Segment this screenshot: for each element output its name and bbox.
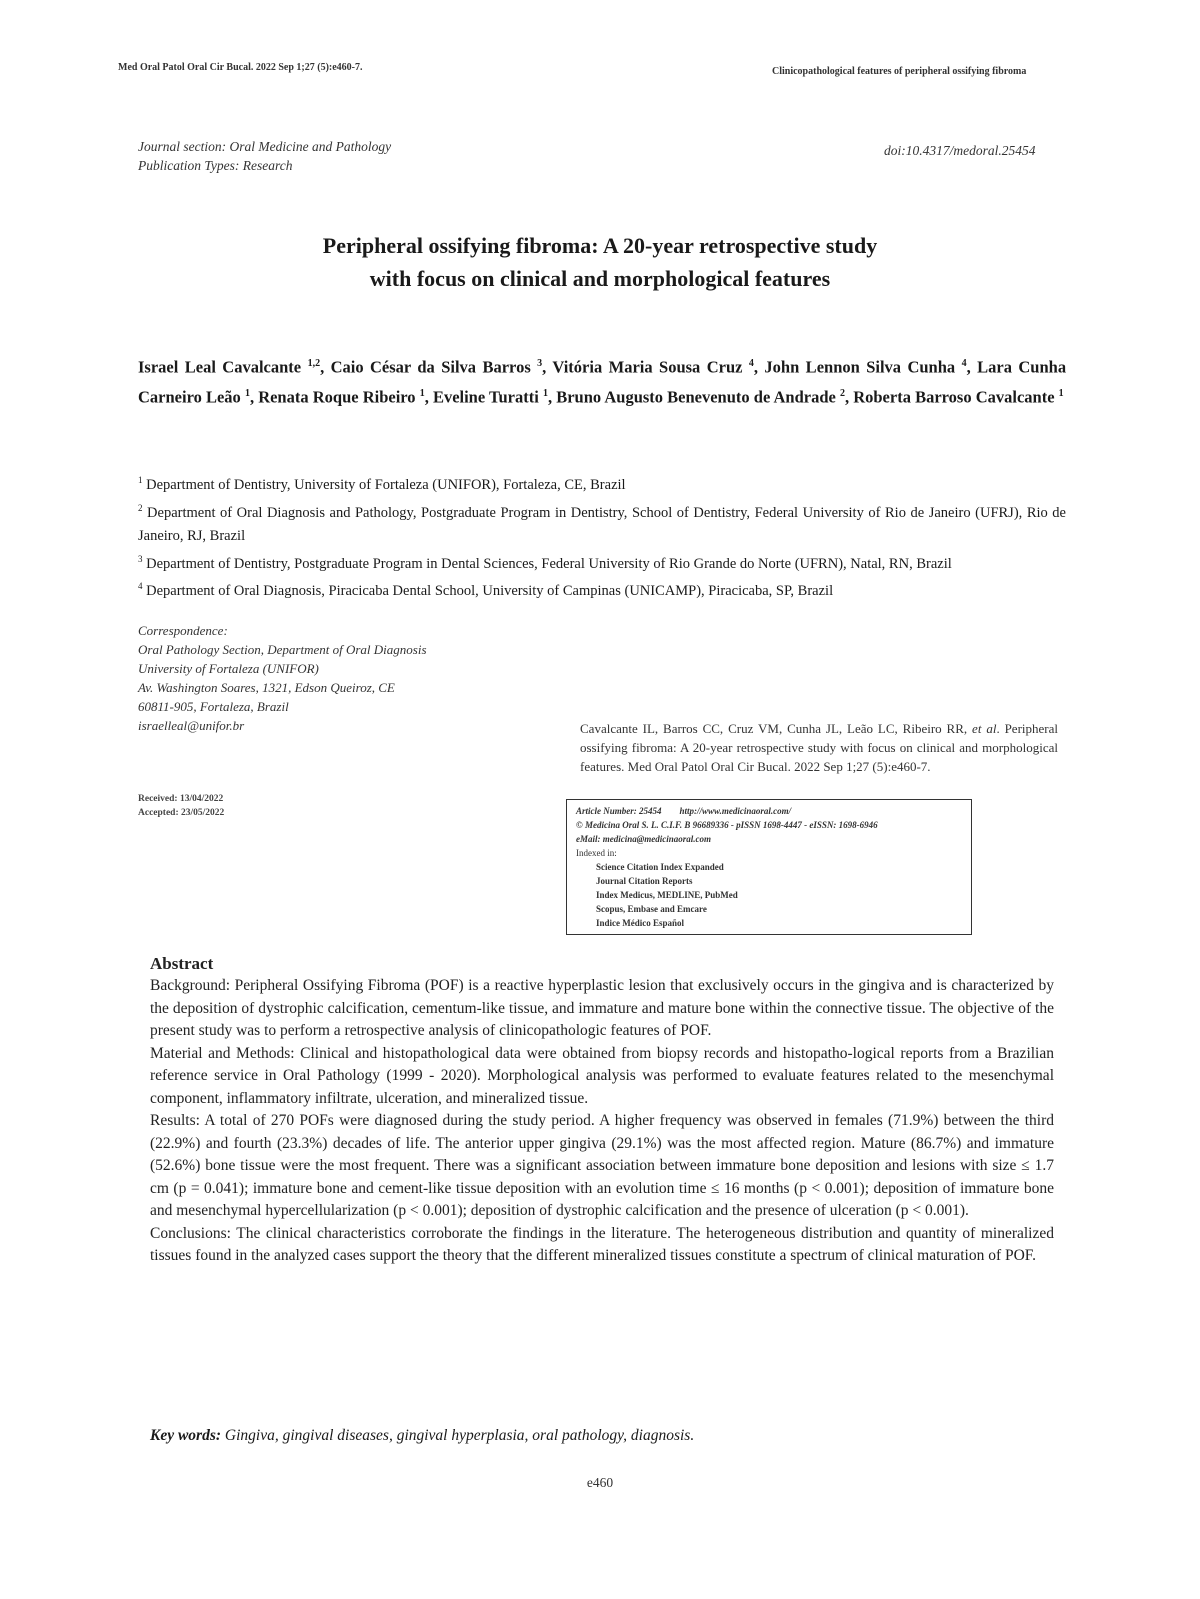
journal-meta <box>138 137 391 175</box>
author-name: Bruno Augusto Benevenuto de Andrade <box>556 387 836 406</box>
author-affiliation-marker: 1 <box>244 387 250 399</box>
author-separator: , <box>547 387 557 406</box>
how-to-cite <box>580 719 1058 776</box>
author-affiliation-marker: 4 <box>961 358 967 369</box>
accepted-date: Accepted: 23/05/2022 <box>138 808 225 818</box>
affiliation-item <box>138 575 1066 603</box>
author-list <box>138 351 1066 410</box>
keywords-text: Gingiva, gingival diseases, gingival hyperplasia, oral pathology, diagnosis. <box>221 1427 695 1444</box>
keywords <box>150 1427 1054 1445</box>
correspondence-line: Oral Pathology Section, Department of Oral Diagnosis <box>138 642 427 657</box>
copyright-line: © Medicina Oral S. L. C.I.F. B 96689336 - pISSN 1698-4447 - eISSN: 1698-6946 <box>576 820 878 830</box>
author-separator: , <box>249 387 259 406</box>
publication-type: Publication Types: Research <box>138 158 293 173</box>
affiliation-text: Department of Dentistry, University of Fortaleza (UNIFOR), Fortaleza, CE, Brazil <box>146 476 626 493</box>
affiliation-list <box>138 469 1066 603</box>
abstract-conclusions: Conclusions: The clinical characteristics corroborate the findings in the literature. The heterogeneous distribution and quantity of mineralized tissues found in the analyzed cases support the theory that the different mineralized tissues constitute a spectrum of clinical maturation of POF. <box>150 1224 1054 1264</box>
citation-rest: . Peripheral ossifying fibroma: A 20-year retrospective study with focus on clinical and morphological features. Med Oral Patol Oral Cir Bucal. 2022 Sep 1;27 (5):e460-7. <box>580 721 1058 774</box>
index-item: Indice Médico Español <box>596 918 685 928</box>
abstract-methods: Material and Methods: Clinical and histopathological data were obtained from biopsy records and histopatho-logical reports from a Brazilian reference service in Oral Pathology (1999 - 2020). Morphological analysis was performed to evaluate features related to the mesenchymal component, inflammatory infiltrate, ulceration, and mineralized tissue. <box>150 1044 1054 1107</box>
citation-etal: et al <box>972 721 997 736</box>
article-number-line <box>576 804 962 818</box>
index-item: Scopus, Embase and Emcare <box>596 904 707 914</box>
title-line-1: Peripheral ossifying fibroma: A 20-year retrospective study <box>322 233 878 258</box>
author-name: Vitória Maria Sousa Cruz <box>552 357 743 377</box>
received-date: Received: 13/04/2022 <box>138 794 224 804</box>
affiliation-number: 1 <box>138 475 143 485</box>
abstract-heading: Abstract <box>150 954 214 973</box>
citation-authors: Cavalcante IL, Barros CC, Cruz VM, Cunha JL, Leão LC, Ribeiro RR, <box>580 721 973 736</box>
abstract-section <box>150 953 1054 1268</box>
journal-url[interactable]: http://www.medicinaoral.com/ <box>679 806 792 816</box>
article-info-box <box>566 799 972 935</box>
correspondence-line: 60811-905, Fortaleza, Brazil <box>138 699 289 714</box>
affiliation-item <box>138 548 1066 576</box>
email-line[interactable]: eMail: medicina@medicinaoral.com <box>576 834 711 844</box>
author-affiliation-marker: 1 <box>542 387 548 399</box>
author-affiliation-marker: 1 <box>419 387 425 399</box>
author-separator: , <box>424 387 433 406</box>
affiliation-number: 4 <box>138 581 143 592</box>
author-name: Renata Roque Ribeiro <box>258 387 416 406</box>
author-separator: , <box>844 387 854 406</box>
correspondence-email[interactable]: israelleal@unifor.br <box>138 718 245 733</box>
author-separator: , <box>966 357 978 377</box>
author-affiliation-marker: 4 <box>748 358 754 369</box>
author-name: Lara Cunha Carneiro Leão <box>138 357 1067 406</box>
journal-section: Journal section: Oral Medicine and Pathology <box>138 139 392 154</box>
author-name: Israel Leal Cavalcante <box>138 357 302 377</box>
title-line-2: with focus on clinical and morphological features <box>369 266 831 291</box>
submission-dates <box>138 792 224 820</box>
correspondence-label: Correspondence: <box>138 623 228 638</box>
author-affiliation-marker: 3 <box>537 358 543 369</box>
correspondence-block <box>138 621 427 735</box>
page-number: e460 <box>586 1475 614 1490</box>
author-name: Roberta Barroso Cavalcante <box>853 387 1055 406</box>
affiliation-text: Department of Oral Diagnosis and Pathology, Postgraduate Program in Dentistry, School of Dentistry, Federal University of Rio de Janeiro (UFRJ), Rio de Janeiro, RJ, Brazil <box>138 504 1066 544</box>
affiliation-item <box>138 469 1066 497</box>
affiliation-number: 2 <box>138 502 143 513</box>
abstract-results: Results: A total of 270 POFs were diagnosed during the study period. A higher frequency was observed in females (71.9%) between the third (22.9%) and fourth (23.3%) decades of life. The anterior upper gingiva (29.1%) was the most affected region. Mature (86.7%) and immature (52.6%) bone tissue were the most frequent. There was a significant association between immature bone deposition and lesions with size ≤ 1.7 cm (p = 0.041); immature bone and cement-like tissue deposition with an evolution time ≤ 16 months (p < 0.001); deposition of immature bone and mesenchymal hypercellularization (p < 0.001); deposition of dystrophic calcification and the presence of ulceration (p < 0.001). <box>150 1112 1054 1219</box>
author-affiliation-marker: 1,2 <box>307 358 321 369</box>
author-name: Eveline Turatti <box>432 387 539 406</box>
author-separator: , <box>542 357 553 377</box>
paper-title <box>0 229 1200 295</box>
correspondence-line: Av. Washington Soares, 1321, Edson Queiroz, CE <box>138 680 395 695</box>
index-item: Index Medicus, MEDLINE, PubMed <box>596 890 738 900</box>
affiliation-item <box>138 497 1066 548</box>
author-separator: , <box>753 357 765 377</box>
running-header-citation: Med Oral Patol Oral Cir Bucal. 2022 Sep 1;27 (5):e460-7. <box>118 62 363 73</box>
author-name: Caio César da Silva Barros <box>330 357 531 377</box>
affiliation-text: Department of Oral Diagnosis, Piracicaba Dental School, University of Campinas (UNICAMP), Piracicaba, SP, Brazil <box>146 583 834 600</box>
running-header-title: Clinicopathological features of peripheral ossifying fibroma <box>772 66 1027 77</box>
index-item: Science Citation Index Expanded <box>596 862 724 872</box>
article-number: Article Number: 25454 <box>576 806 662 816</box>
doi[interactable]: doi:10.4317/medoral.25454 <box>884 143 1036 158</box>
keywords-label: Key words: <box>150 1427 222 1444</box>
affiliation-text: Department of Dentistry, Postgraduate Program in Dental Sciences, Federal University of Rio Grande do Norte (UFRN), Natal, RN, Brazil <box>146 555 952 572</box>
author-name: John Lennon Silva Cunha <box>764 357 956 377</box>
abstract-background: Background: Peripheral Ossifying Fibroma (POF) is a reactive hyperplastic lesion that exclusively occurs in the gingiva and is characterized by the deposition of dystrophic calcification, cementum-like tissue, and immature and mature bone within the connective tissue. The objective of the present study was to perform a retrospective analysis of clinicopathologic features of POF. <box>150 977 1054 1039</box>
index-item: Journal Citation Reports <box>596 876 693 886</box>
indexed-label: Indexed in: <box>576 848 617 858</box>
affiliation-number: 3 <box>138 553 143 564</box>
author-affiliation-marker: 1 <box>1058 387 1064 399</box>
author-affiliation-marker: 2 <box>839 387 845 399</box>
correspondence-line: University of Fortaleza (UNIFOR) <box>138 661 319 676</box>
author-separator: , <box>320 357 331 377</box>
